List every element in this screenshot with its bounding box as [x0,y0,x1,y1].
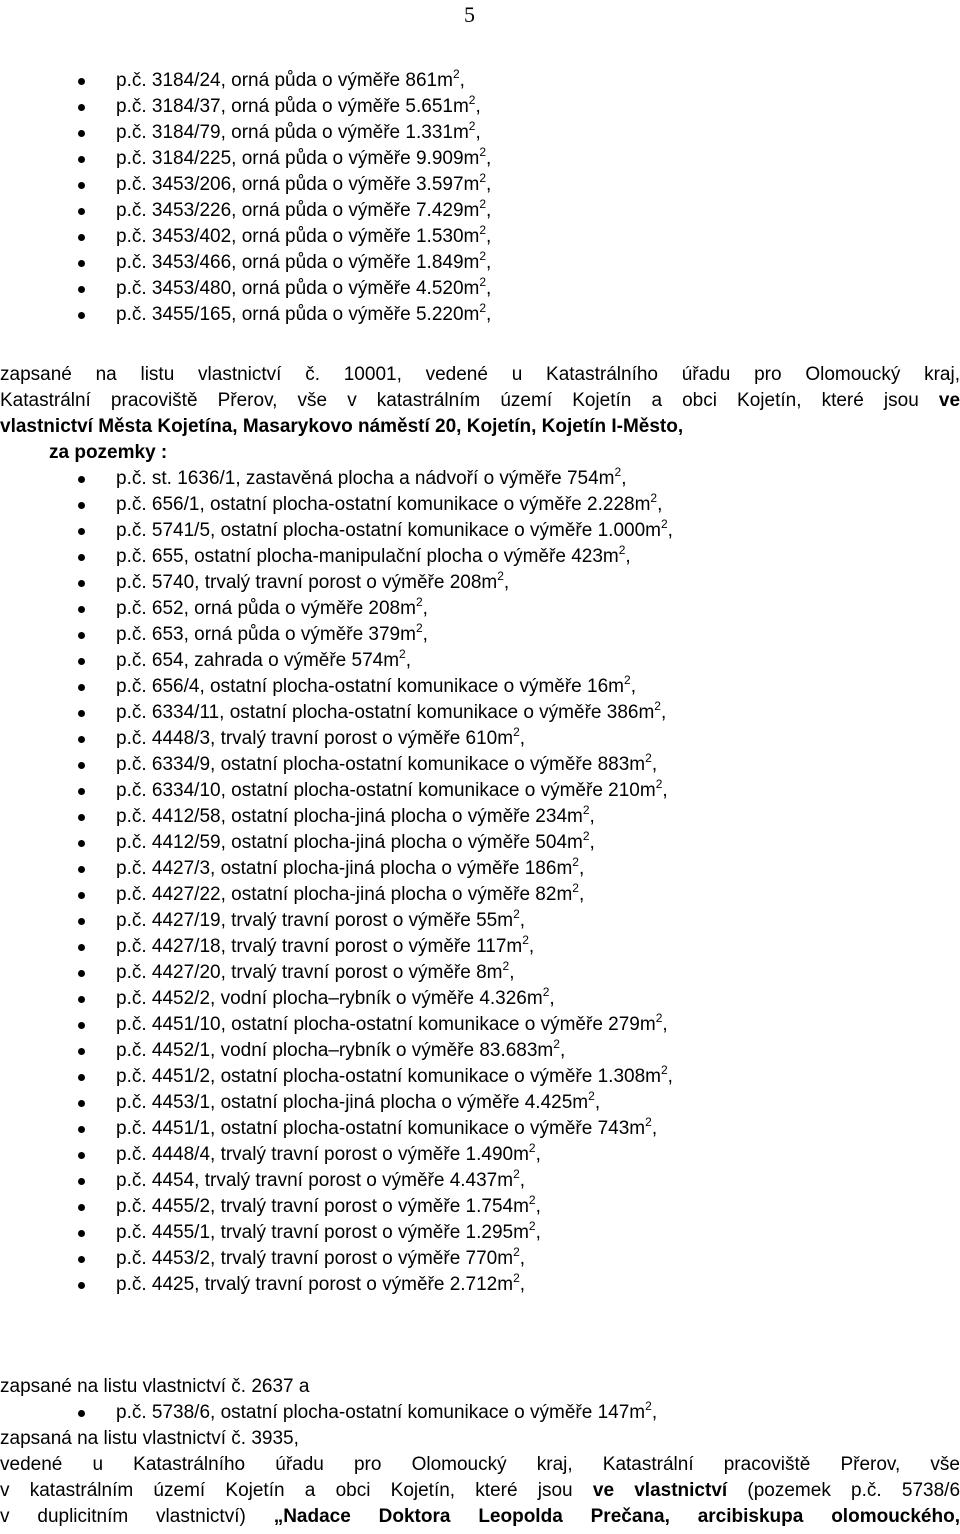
parcel-list-item [0,172,960,198]
square-meter-exponent: 2 [660,1063,668,1077]
parcel-list-item [0,960,960,986]
parcel-punctuation: , [422,624,428,645]
parcel-punctuation: , [528,936,535,957]
square-meter-exponent: 2 [650,491,658,505]
ownership-text: Katastrální pracoviště Přerov, vše v katastrálním území Kojetín a obci Kojetín, které jsou [0,390,919,411]
parcel-punctuation: , [662,1014,668,1035]
square-meter-exponent: 2 [468,119,476,133]
square-meter-exponent: 2 [645,1399,652,1413]
parcel-punctuation: , [509,962,515,983]
parcel-punctuation: , [519,1248,526,1269]
parcel-text: p.č. 4412/58, ostatní plocha-jiná plocha o výměře 234m [116,806,583,827]
parcel-list-item [0,674,960,700]
parcel-text: p.č. 5740, trvalý travní porost o výměře 208m [116,572,498,593]
square-meter-exponent: 2 [479,223,487,237]
parcel-list-item [0,1194,960,1220]
parcel-punctuation: , [486,226,492,247]
closing-text: v katastrálním území Kojetín a obci Kojetín, které jsou [0,1480,573,1501]
parcel-list-item [0,778,960,804]
parcel-text: p.č. 655, ostatní plocha-manipulační plocha o výměře 423m [116,546,619,567]
square-meter-exponent: 2 [528,1141,536,1155]
ownership-bold-text: ve [938,390,960,411]
parcel-text: p.č. 4425, trvalý travní porost o výměře 2.712m [116,1274,514,1295]
parcel-text: p.č. 4451/1, ostatní plocha-ostatní komunikace o výměře 743m [116,1118,646,1139]
parcel-punctuation: , [459,70,465,91]
parcel-list-item [0,1246,960,1272]
square-meter-exponent: 2 [660,517,668,531]
parcel-punctuation: , [486,278,492,299]
parcel-punctuation: , [486,252,492,273]
parcel-text: p.č. 6334/11, ostatní plocha-ostatní komunikace o výměře 386m [116,702,655,723]
parcel-punctuation: , [660,702,667,723]
parcel-list-item [0,68,960,94]
parcel-punctuation: , [475,96,481,117]
parcel-punctuation: , [651,754,658,775]
square-meter-exponent: 2 [522,933,529,947]
square-meter-exponent: 2 [655,777,663,791]
parcel-punctuation: , [657,494,663,515]
parcel-punctuation: , [422,598,428,619]
closing-text: (pozemek p.č. 5738/6 [747,1480,960,1501]
parcel-punctuation: , [651,1118,658,1139]
parcel-text: p.č. 4451/2, ostatní plocha-ostatní komunikace o výměře 1.308m [116,1066,661,1087]
parcel-list-item [0,934,960,960]
parcel-list-item [0,648,960,674]
closing-text: v duplicitním vlastnictví) [0,1506,246,1527]
parcel-punctuation: , [535,1144,541,1165]
parcel-punctuation: , [486,148,492,169]
square-meter-exponent: 2 [542,985,550,999]
ownership-paragraph-line-3: vlastnictví Města Kojetína, Masarykovo náměstí 20, Kojetín, Kojetín I-Město, [0,416,684,437]
closing-bold-text: ve vlastnictví [592,1480,728,1501]
parcel-list-item [0,1038,960,1064]
parcel-list-item [0,466,960,492]
square-meter-exponent: 2 [479,249,487,263]
parcel-text: p.č. 4448/4, trvalý travní porost o výměře 1.490m [116,1144,529,1165]
parcel-text: p.č. 3453/226, orná půda o výměře 7.429m [116,200,480,221]
parcel-list-item [0,250,960,276]
parcel-list-item [0,1090,960,1116]
parcel-text: p.č. 653, orná půda o výměře 379m [116,624,416,645]
parcel-punctuation: , [405,650,412,671]
parcel-text: p.č. 5738/6, ostatní plocha-ostatní komunikace o výměře 147m [116,1402,646,1423]
parcel-list-first [0,68,960,328]
parcel-list-item [0,492,960,518]
square-meter-exponent: 2 [528,1219,536,1233]
parcel-punctuation: , [667,520,673,541]
parcel-list-item [0,804,960,830]
foundation-name: „Nadace Doktora Leopolda Prečana, arcibiskupa olomouckého, [273,1506,960,1527]
parcel-list-item [0,1272,960,1298]
parcel-text: p.č. 4427/3, ostatní plocha-jiná plocha o výměře 186m [116,858,573,879]
parcel-list-third [0,1400,960,1426]
parcel-punctuation: , [486,174,492,195]
square-meter-exponent: 2 [655,1011,663,1025]
closing-text: vedené u Katastrálního úřadu pro Olomoucký kraj, Katastrální pracoviště Přerov, vše [0,1454,960,1475]
registry-note-2637: zapsané na listu vlastnictví č. 2637 a [0,1376,310,1397]
square-meter-exponent: 2 [553,1037,560,1051]
parcel-text: p.č. 656/4, ostatní plocha-ostatní komunikace o výměře 16m [116,676,624,697]
parcel-text: p.č. 3453/480, orná půda o výměře 4.520m [116,278,480,299]
parcel-text: p.č. 652, orná půda o výměře 208m [116,598,416,619]
parcel-punctuation: , [535,1196,541,1217]
parcel-list-item [0,908,960,934]
parcel-text: p.č. 5741/5, ostatní plocha-ostatní komunikace o výměře 1.000m [116,520,661,541]
square-meter-exponent: 2 [645,751,652,765]
parcel-punctuation: , [630,676,636,697]
square-meter-exponent: 2 [479,145,487,159]
parcel-text: p.č. 4454, trvalý travní porost o výměře 4.437m [116,1170,514,1191]
parcel-punctuation: , [589,806,595,827]
page-number: 5 [464,2,475,27]
parcel-punctuation: , [519,910,526,931]
closing-paragraph-line-2 [0,1478,960,1504]
parcel-text: p.č. 4412/59, ostatní plocha-jiná plocha o výměře 504m [116,832,583,853]
square-meter-exponent: 2 [513,1271,520,1285]
ownership-paragraph-line-2 [0,388,960,414]
parcel-punctuation: , [651,1402,658,1423]
parcel-punctuation: , [589,832,595,853]
parcel-punctuation: , [535,1222,541,1243]
parcel-punctuation: , [503,572,510,593]
square-meter-exponent: 2 [645,1115,652,1129]
parcel-list-item [0,622,960,648]
parcel-text: p.č. 6334/9, ostatní plocha-ostatní komunikace o výměře 883m [116,754,646,775]
square-meter-exponent: 2 [618,543,626,557]
square-meter-exponent: 2 [415,595,423,609]
parcel-punctuation: , [578,858,585,879]
square-meter-exponent: 2 [479,197,487,211]
parcel-punctuation: , [625,546,631,567]
parcel-punctuation: , [578,884,585,905]
parcel-punctuation: , [519,728,526,749]
parcel-text: p.č. st. 1636/1, zastavěná plocha a nádvoří o výměře 754m [116,468,615,489]
parcel-list-item [0,94,960,120]
square-meter-exponent: 2 [572,881,579,895]
parcel-text: p.č. 6334/10, ostatní plocha-ostatní komunikace o výměře 210m [116,780,656,801]
closing-paragraph-line-1 [0,1452,960,1478]
parcel-text: p.č. 3184/37, orná půda o výměře 5.651m [116,96,469,117]
square-meter-exponent: 2 [582,803,590,817]
parcel-punctuation: , [559,1040,566,1061]
square-meter-exponent: 2 [479,275,487,289]
parcel-punctuation: , [594,1092,601,1113]
parcel-list-item [0,1012,960,1038]
parcel-text: p.č. 3453/402, orná půda o výměře 1.530m [116,226,480,247]
square-meter-exponent: 2 [513,907,520,921]
parcel-text: p.č. 3184/24, orná půda o výměře 861m [116,70,453,91]
parcel-text: p.č. 3453/206, orná půda o výměře 3.597m [116,174,480,195]
square-meter-exponent: 2 [624,673,631,687]
parcel-text: p.č. 3455/165, orná půda o výměře 5.220m [116,304,480,325]
parcel-list-item [0,726,960,752]
parcel-text: p.č. 4453/1, ostatní plocha-jiná plocha o výměře 4.425m [116,1092,589,1113]
parcel-text: p.č. 656/1, ostatní plocha-ostatní komunikace o výměře 2.228m [116,494,651,515]
parcel-list-item [0,570,960,596]
square-meter-exponent: 2 [502,959,510,973]
parcel-punctuation: , [549,988,555,1009]
square-meter-exponent: 2 [497,569,504,583]
parcel-text: p.č. 3184/79, orná půda o výměře 1.331m [116,122,469,143]
parcel-list-item [0,1168,960,1194]
closing-paragraph-line-3 [0,1504,960,1530]
parcel-list-item [0,1116,960,1142]
parcel-text: p.č. 3184/225, orná půda o výměře 9.909m [116,148,480,169]
for-parcels-label: za pozemky : [49,442,168,463]
square-meter-exponent: 2 [415,621,423,635]
square-meter-exponent: 2 [479,301,487,315]
parcel-list-item [0,198,960,224]
parcel-text: p.č. 4455/1, trvalý travní porost o výměře 1.295m [116,1222,529,1243]
square-meter-exponent: 2 [582,829,590,843]
parcel-text: p.č. 4453/2, trvalý travní porost o výměře 770m [116,1248,514,1269]
square-meter-exponent: 2 [513,1167,520,1181]
square-meter-exponent: 2 [614,465,622,479]
parcel-list-item [0,830,960,856]
square-meter-exponent: 2 [399,647,406,661]
parcel-list-item [0,544,960,570]
parcel-list-item [0,596,960,622]
square-meter-exponent: 2 [513,1245,520,1259]
square-meter-exponent: 2 [572,855,579,869]
square-meter-exponent: 2 [513,725,520,739]
parcel-punctuation: , [519,1170,526,1191]
ownership-text: zapsané na listu vlastnictví č. 10001, vedené u Katastrálního úřadu pro Olomoucký kraj, [0,364,960,385]
parcel-text: p.č. 4452/1, vodní plocha–rybník o výměře 83.683m [116,1040,554,1061]
parcel-list-item [0,224,960,250]
parcel-list-item [0,752,960,778]
parcel-list-item [0,1220,960,1246]
square-meter-exponent: 2 [654,699,661,713]
parcel-text: p.č. 4427/19, trvalý travní porost o výměře 55m [116,910,514,931]
parcel-list-item [0,1064,960,1090]
parcel-text: p.č. 3453/466, orná půda o výměře 1.849m [116,252,480,273]
parcel-list-item [0,518,960,544]
parcel-punctuation: , [519,1274,526,1295]
parcel-text: p.č. 4427/20, trvalý travní porost o výměře 8m [116,962,503,983]
parcel-text: p.č. 4452/2, vodní plocha–rybník o výměře 4.326m [116,988,543,1009]
parcel-list-item [0,146,960,172]
parcel-punctuation: , [486,304,492,325]
parcel-punctuation: , [486,200,492,221]
parcel-list-item [0,882,960,908]
parcel-text: p.č. 4427/22, ostatní plocha-jiná plocha o výměře 82m [116,884,573,905]
parcel-list-item [0,1142,960,1168]
square-meter-exponent: 2 [452,67,460,81]
parcel-text: p.č. 4427/18, trvalý travní porost o výměře 117m [116,936,523,957]
square-meter-exponent: 2 [588,1089,595,1103]
parcel-text: p.č. 654, zahrada o výměře 574m [116,650,400,671]
parcel-list-second [0,466,960,1298]
parcel-text: p.č. 4451/10, ostatní plocha-ostatní komunikace o výměře 279m [116,1014,656,1035]
parcel-list-item [0,856,960,882]
parcel-list-item [0,1400,960,1426]
square-meter-exponent: 2 [468,93,476,107]
parcel-list-item [0,986,960,1012]
parcel-list-item [0,302,960,328]
square-meter-exponent: 2 [528,1193,536,1207]
parcel-text: p.č. 4448/3, trvalý travní porost o výměře 610m [116,728,514,749]
parcel-text: p.č. 4455/2, trvalý travní porost o výměře 1.754m [116,1196,529,1217]
parcel-list-item [0,120,960,146]
parcel-punctuation: , [621,468,627,489]
parcel-punctuation: , [475,122,481,143]
parcel-punctuation: , [667,1066,673,1087]
parcel-list-item [0,700,960,726]
parcel-punctuation: , [662,780,668,801]
square-meter-exponent: 2 [479,171,487,185]
parcel-list-item [0,276,960,302]
ownership-paragraph-line-1 [0,362,960,388]
registry-note-3935: zapsaná na listu vlastnictví č. 3935, [0,1428,299,1449]
